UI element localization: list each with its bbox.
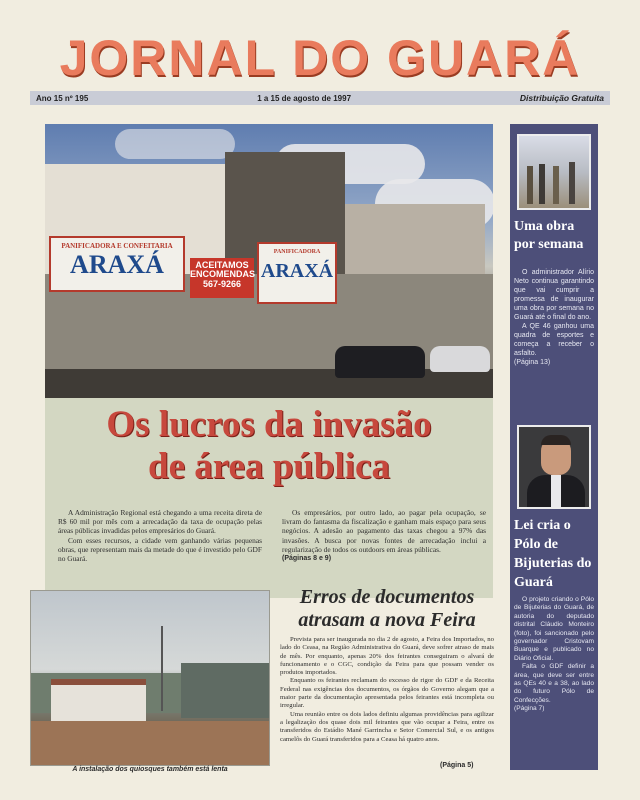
obra-page-ref: (Página 13) — [514, 359, 551, 366]
obra-story-body: O administrador Alírio Neto continua garantindo que vai cumprir a promessa de inaugurar uma obra por semana no Guará até o final do ano. A QE 46 ganhou uma quadra de esportes e começa a receber o asfalto. (Página 13) — [514, 269, 594, 366]
edition-date: 1 a 15 de agosto de 1997 — [257, 93, 352, 103]
obra-headline: Uma obra por semana — [514, 219, 584, 252]
edition-number: Ano 15 nº 195 — [36, 93, 89, 103]
polo-headline: Lei cria o Pólo de Bijuterias do Guará — [514, 518, 592, 590]
feira-photo-caption: A instalação dos quiosques também está lenta — [72, 766, 228, 773]
polo-page-ref: (Página 7) — [514, 705, 545, 713]
masthead-title: JORNAL DO GUARÁ — [59, 30, 581, 86]
feira-headline: Erros de documentos atrasam a nova Feira — [298, 586, 476, 631]
lead-story-column-1: A Administração Regional está chegando a uma receita direta de R$ 60 mil por mês com a arrecadação da taxa de ocupação pelas áreas públicas invadidas pelos empresários do Guará. Com esses recursos, a cidade vem ganhando várias pequenas obras, que representam mais da metade do que é investido pelo GDF no Guará. — [58, 508, 262, 564]
bakery-sign-left — [49, 236, 185, 292]
bakery-sign-left-name: ARAXÁ — [70, 250, 164, 279]
bakery-sign-left-top: PANIFICADORA E CONFEITARIA — [61, 242, 173, 250]
edition-bar — [30, 91, 610, 105]
distribution-note: Distribuição Gratuita — [519, 93, 604, 103]
bakery-sign-right — [257, 242, 337, 304]
lead-story-page-ref: (Páginas 8 e 9) — [282, 555, 332, 563]
bakery-street-photo — [45, 124, 493, 398]
feira-kiosks-photo — [30, 590, 270, 766]
lead-story-column-2: Os empresários, por outro lado, ao pagar pela ocupação, se livram do fantasma da fiscalização e ganham mais espaço para seus negócios. A adesão ao pagamento das taxas chegou a 97% das invasões. A busca por novas fontes de arrecadação inclui a regularização de todos os outdoors em áreas públicas. (Páginas 8 e 9) — [282, 508, 486, 563]
bakery-sign-right-top: PANIFICADORA — [273, 249, 321, 255]
obra-photo — [517, 134, 591, 210]
lead-headline: Os lucros da invasão de área pública — [106, 404, 432, 487]
polo-story-body: O projeto criando o Pólo de Bijuterias do Guará, de autoria do deputado distrital Cláudio Monteiro (foto), foi sancionado pelo governador Cristovam Buarque e publicado no Diário Oficial. Falta o GDF definir a área, que deve ser entre as QEs 40 e a 38, ao lado do futuro Pólo de Confecções. (Página 7) — [514, 596, 594, 713]
bakery-sign-orders: ACEITAMOS ENCOMENDAS 567-9266 — [190, 258, 254, 298]
bakery-sign-right-name: ARAXÁ — [260, 260, 334, 282]
feira-story-body: Prevista para ser inaugurada no dia 2 de agosto, a Feira dos Importados, no lado do Ceasa, na Região Administrativa do Guará, deve sofrer atraso de mais de mês. Por enquanto, apenas 20% dos feirantes conseguiram o alvará de funcionamento e o CGC, condição da Feira para que possam vender os produtos importados. Enquanto os feirantes reclamam do excesso de rigor do GDF e da Receita Federal nas exigências dos documentos, os órgãos do Governo alegam que a maior parte da documentação apresentada pelos feirantes está incompleta ou irregular. Uma reunião entre os dois lados definiu algumas providências para agilizar a legalização dos quase dois mil feirantes que vão ocupar a Feira, entre os transferidos do Estádio Mané Garrincha e Setor Comercial Sul, e os antigos camelôs do Guará transferidos para a Ceasa há quatro anos. — [280, 636, 494, 743]
feira-page-ref: (Página 5) — [440, 762, 474, 769]
deputy-portrait-photo — [517, 425, 591, 509]
